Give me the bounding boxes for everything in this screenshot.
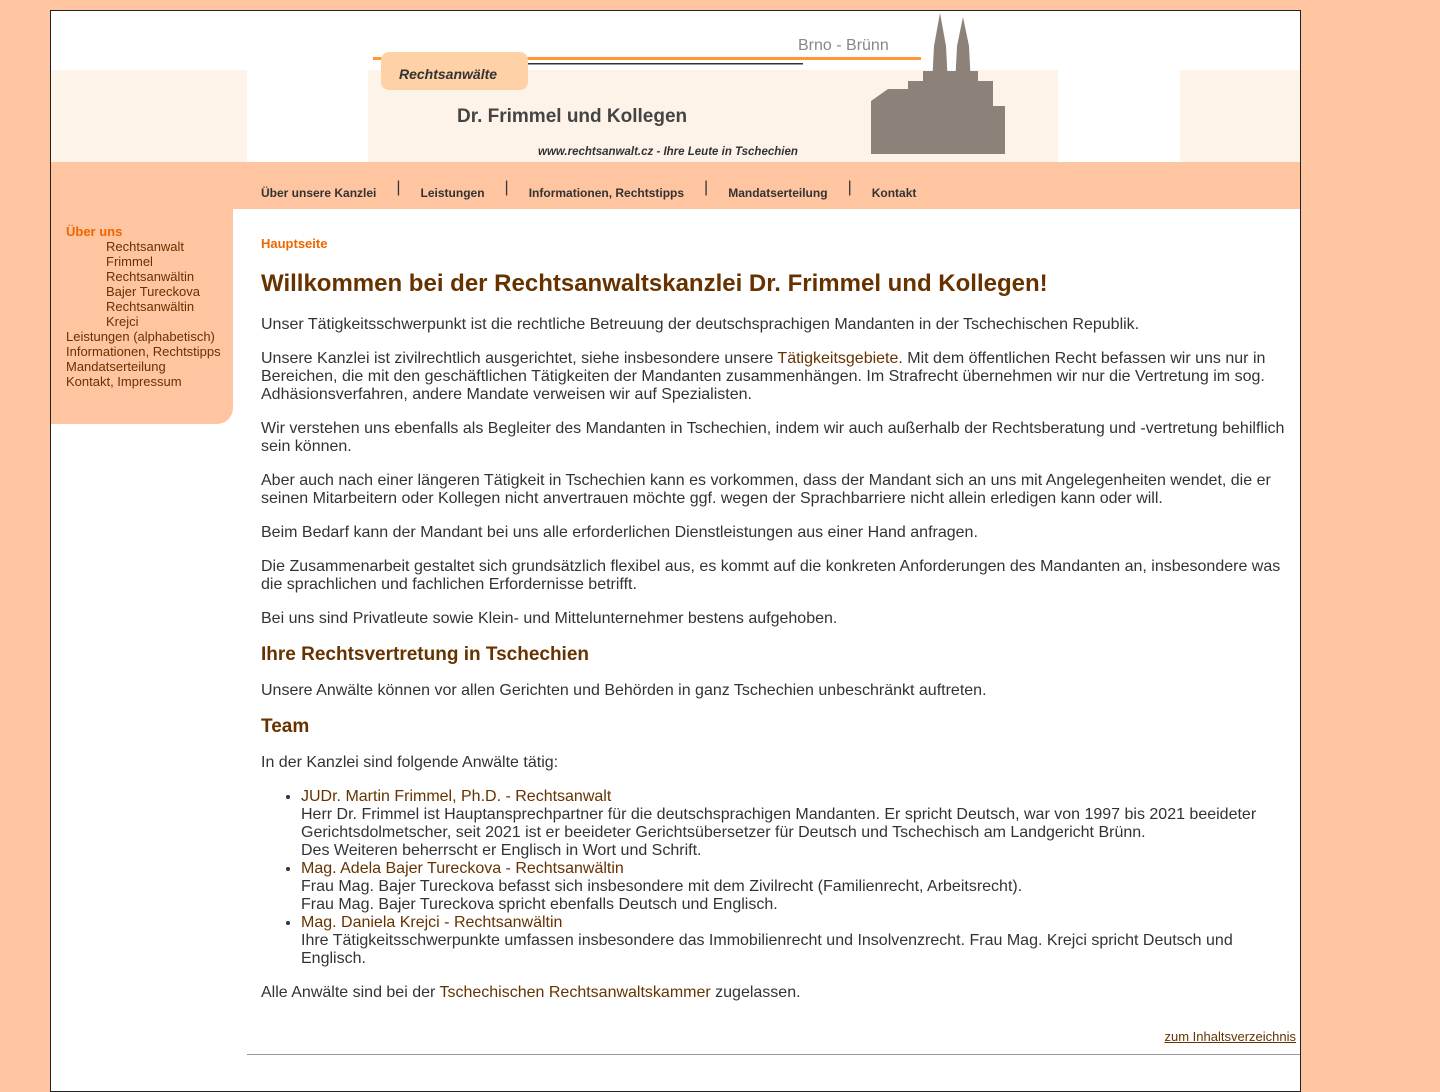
team-member-desc: Frau Mag. Bajer Tureckova befasst sich insbesondere mit dem Zivilrecht (Familienrecht, Arbeitsrecht). <box>301 878 1023 895</box>
practice-areas-link[interactable]: Tätigkeitsgebiete <box>777 350 899 367</box>
nav-services[interactable]: Leistungen <box>420 186 485 200</box>
sidebar-item-services[interactable]: Leistungen (alphabetisch) <box>66 329 215 344</box>
logo-firm-name: Dr. Frimmel und Kollegen <box>457 106 688 127</box>
sidebar-item-info[interactable]: Informationen, Rechtstipps <box>66 344 221 359</box>
logo-tagline: www.rechtsanwalt.cz - Ihre Leute in Tschechien <box>538 146 798 158</box>
nav-separator: | <box>396 179 401 196</box>
logo-tag-text: Rechtsanwälte <box>399 66 498 82</box>
focus-paragraph <box>261 350 1289 404</box>
paragraph-text: zugelassen. <box>710 984 801 1001</box>
team-member-desc: Frau Mag. Bajer Tureckova spricht ebenfalls Deutsch und Englisch. <box>301 896 778 913</box>
page-title: Willkommen bei der Rechtsanwaltskanzlei Dr. Frimmel und Kollegen! <box>261 270 1048 297</box>
sidebar-item-contact[interactable]: Kontakt, Impressum <box>66 374 182 389</box>
cooperation-paragraph: Die Zusammenarbeit gestaltet sich grundsätzlich flexibel aus, es kommt auf die konkreten Anforderungen des Mandanten an, insbesondere was die sprachlichen und fachlichen Erfordernisse betrifft. <box>261 558 1281 593</box>
services-paragraph: Beim Bedarf kann der Mandant bei uns alle erforderlichen Dienstleistungen aus einer Hand anfragen. <box>261 524 978 541</box>
nav-mandate[interactable]: Mandatserteilung <box>728 186 828 200</box>
team-list <box>261 788 1289 968</box>
nav-separator: | <box>847 179 852 196</box>
header-banner <box>51 11 1300 162</box>
representation-paragraph: Unsere Anwälte können vor allen Gerichten und Behörden in ganz Tschechien unbeschränkt auftreten. <box>261 682 987 699</box>
team-member-link[interactable]: Mag. Daniela Krejci - Rechtsanwältin <box>301 914 563 931</box>
chamber-paragraph <box>261 984 1289 1002</box>
list-item <box>301 788 1289 860</box>
firm-logo[interactable] <box>368 11 1058 162</box>
table-of-contents-link[interactable]: zum Inhaltsverzeichnis <box>1164 1029 1296 1044</box>
sidebar-item-about[interactable]: Über uns <box>66 224 123 239</box>
chamber-link[interactable]: Tschechischen Rechtsanwaltskammer <box>439 984 711 1001</box>
nav-info[interactable]: Informationen, Rechtstipps <box>528 186 685 200</box>
logo-city-text: Brno - Brünn <box>798 37 889 54</box>
breadcrumb[interactable]: Hauptseite <box>261 236 328 251</box>
trust-paragraph: Aber auch nach einer längeren Tätigkeit in Tschechien kann es vorkommen, dass der Mandant sich an uns mit Angelegenheiten wendet, die er seinen Mitarbeitern oder Kollegen nicht anvertrauen möchte ggf. wegen der Sprachbarriere nicht allein erledigen kann oder will. <box>261 472 1271 507</box>
clients-paragraph: Bei uns sind Privatleute sowie Klein- und Mittelunternehmer bestens aufgehoben. <box>261 610 838 627</box>
section-title-representation: Ihre Rechtsvertretung in Tschechien <box>261 644 590 665</box>
team-member-desc: Herr Dr. Frimmel ist Hauptansprechpartner für die deutschsprachigen Mandanten. Er spricht Deutsch, war von 1997 bis 2021 beeideter Gerichtsdolmetscher, seit 2021 ist er beeideter Gerichtsübersetzer für Deutsch und Tschechisch am Landgericht Brünn. <box>301 806 1257 841</box>
header-band-right <box>1180 70 1300 162</box>
section-title-team: Team <box>261 716 310 737</box>
sidebar-item-bajer-name[interactable]: Bajer Tureckova <box>106 284 200 299</box>
nav-separator: | <box>504 179 509 196</box>
cathedral-icon <box>871 13 1005 154</box>
sidebar-item-mandate[interactable]: Mandatserteilung <box>66 359 166 374</box>
sidebar <box>51 209 233 424</box>
companion-paragraph: Wir verstehen uns ebenfalls als Begleiter des Mandanten in Tschechien, indem wir auch außerhalb der Rechtsberatung und -vertretung behilflich sein können. <box>261 420 1285 455</box>
page-frame <box>50 10 1301 1092</box>
main-content <box>261 235 1289 1018</box>
paragraph-text: . Mit dem öffentlichen Recht befassen wir uns nur in Bereichen, die mit den geschäftlichen Tätigkeiten der Mandanten zusammenhängen. Im Strafrecht übernehmen wir nur die Vertretung im sog. Adhäsionsverfahren, andere Mandate verweisen wir auf Spezialisten. <box>261 350 1266 403</box>
sidebar-item-krejci-name[interactable]: Krejci <box>106 314 139 329</box>
paragraph-text: Unsere Kanzlei ist zivilrechtlich ausgerichtet, siehe insbesondere unsere <box>261 350 778 367</box>
team-intro: In der Kanzlei sind folgende Anwälte tätig: <box>261 754 559 771</box>
sidebar-item-krejci[interactable]: Rechtsanwältin <box>106 299 195 314</box>
sidebar-item-frimmel[interactable]: Rechtsanwalt <box>106 239 185 254</box>
nav-about[interactable]: Über unsere Kanzlei <box>261 186 377 200</box>
nav-separator: | <box>704 179 709 196</box>
sidebar-item-bajer[interactable]: Rechtsanwältin <box>106 269 195 284</box>
footer-divider <box>247 1054 1300 1055</box>
team-member-link[interactable]: JUDr. Martin Frimmel, Ph.D. - Rechtsanwalt <box>301 788 612 805</box>
nav-contact[interactable]: Kontakt <box>871 186 917 200</box>
paragraph-text: Alle Anwälte sind bei der <box>261 984 440 1001</box>
list-item <box>301 860 1289 914</box>
header-band-left <box>51 70 247 162</box>
team-member-link[interactable]: Mag. Adela Bajer Tureckova - Rechtsanwältin <box>301 860 624 877</box>
top-navigation <box>51 162 1300 209</box>
team-member-desc: Ihre Tätigkeitsschwerpunkte umfassen insbesondere das Immobilienrecht und Insolvenzrecht. Frau Mag. Krejci spricht Deutsch und Englisch. <box>301 932 1233 967</box>
list-item <box>301 914 1289 968</box>
sidebar-item-frimmel-name[interactable]: Frimmel <box>106 254 153 269</box>
intro-paragraph: Unser Tätigkeitsschwerpunkt ist die rechtliche Betreuung der deutschsprachigen Mandanten in der Tschechischen Republik. <box>261 316 1140 333</box>
team-member-desc: Des Weiteren beherrscht er Englisch in Wort und Schrift. <box>301 842 702 859</box>
